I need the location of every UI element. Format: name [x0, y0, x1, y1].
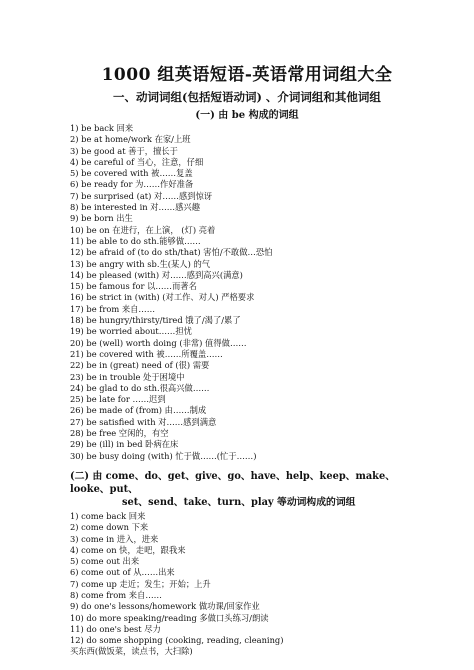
- phrase-item: 4) be careful of 当心，注意，仔细: [70, 156, 204, 167]
- phrase-item: 11) do one's best 尽力: [70, 623, 161, 634]
- phrase-item: 8) come from 来自……: [70, 589, 162, 600]
- phrase-item: 1) be back 回来: [70, 123, 134, 133]
- section-2-heading-line-2: set、send、take、turn、play 等动词构成的词组: [122, 496, 356, 508]
- phrase-item: 24) be glad to do sth.很高兴做……: [70, 382, 210, 393]
- phrase-item: 18) be hungry/thirsty/tired 饿了/渴了/累了: [70, 315, 241, 326]
- phrase-item: 9) be born 出生: [70, 213, 133, 224]
- phrase-item: 7) come up 走近；发生；开始；上升: [70, 578, 211, 589]
- phrase-item: 26) be made of (from) 由……制成: [70, 405, 207, 416]
- phrase-item: 3) come in 进入，进来: [70, 533, 159, 544]
- phrase-item: 21) be covered with 被……所覆盖……: [70, 348, 223, 359]
- document-title: 1000 组英语短语-英语常用词组大全: [101, 65, 393, 85]
- phrase-item: 6) come out of 从……出来: [70, 567, 175, 578]
- phrase-item: 23) be in trouble 处于困境中: [70, 371, 185, 382]
- phrase-item: 1) come back 回来: [70, 510, 146, 521]
- phrase-item: 12) do some shopping (cooking, reading, cleaning): [70, 635, 284, 646]
- document-subtitle: 一、动词词组(包括短语动词) 、介词词组和其他词组: [113, 90, 381, 104]
- phrase-item: 6) be ready for 为……作好准备: [70, 179, 194, 190]
- phrase-item: 14) be pleased (with) 对……感到高兴(满意): [70, 269, 243, 280]
- phrase-item: 19) be worried about……担忧: [70, 326, 192, 337]
- phrase-item: 15) be famous for 以……而著名: [70, 281, 197, 292]
- phrase-item: 27) be satisfied with 对……感到满意: [70, 416, 217, 427]
- phrase-item: 28) be free 空闲的，有空: [70, 428, 169, 439]
- phrase-item: 5) come out 出来: [70, 556, 140, 567]
- phrase-item: 29) be (ill) in bed 卧病在床: [70, 439, 179, 450]
- phrase-item: 13) be angry with sb.生(某人) 的气: [70, 258, 211, 269]
- phrase-item: 2) come down 下来: [70, 522, 149, 533]
- section-1-list: [70, 123, 424, 462]
- phrase-item: 10) do more speaking/reading 多做口头练习/朗读: [70, 612, 269, 623]
- phrase-item: 3) be good at 善于，擅长于: [70, 145, 178, 156]
- phrase-item: 17) be from 来自……: [70, 303, 156, 314]
- phrase-item: 10) be on 在进行，在上演， (灯) 亮着: [70, 224, 216, 235]
- phrase-item: 20) be (well) worth doing (非常) 值得做……: [70, 337, 247, 348]
- phrase-item: 5) be covered with 被……复盖: [70, 168, 193, 179]
- section-1-heading: (一) 由 be 构成的词组: [195, 110, 299, 121]
- phrase-item: 25) be late for ……迟到: [70, 394, 166, 405]
- phrase-item: 11) be able to do sth.能够做……: [70, 235, 201, 246]
- phrase-item: 4) come on 快，走吧，跟我来: [70, 544, 186, 555]
- phrase-item: 12) be afraid of (to do sth/that) 害怕/不敢做…恐怕: [70, 247, 273, 258]
- phrase-item: 2) be at home/work 在家/上班: [70, 134, 191, 145]
- phrase-item: 9) do one's lessons/homework 做功课/回家作业: [70, 601, 260, 612]
- section-2-continuation: 买东西(做饭菜，读点书，大扫除): [70, 646, 193, 657]
- phrase-item: 8) be interested in 对……感兴趣: [70, 202, 200, 213]
- phrase-item: 16) be strict in (with) (对工作、对人) 严格要求: [70, 292, 255, 303]
- section-2-heading-line-1: (二) 由 come、do、get、give、go、have、help、keep、make、looke、put、: [70, 470, 395, 495]
- section-2-list: [70, 511, 424, 647]
- phrase-item: 30) be busy doing (with) 忙于做……(忙于……): [70, 450, 257, 461]
- phrase-item: 7) be surprised (at) 对……感到惊讶: [70, 190, 213, 201]
- phrase-item: 22) be in (great) need of (很) 需要: [70, 360, 210, 371]
- section-2-heading: [70, 470, 424, 509]
